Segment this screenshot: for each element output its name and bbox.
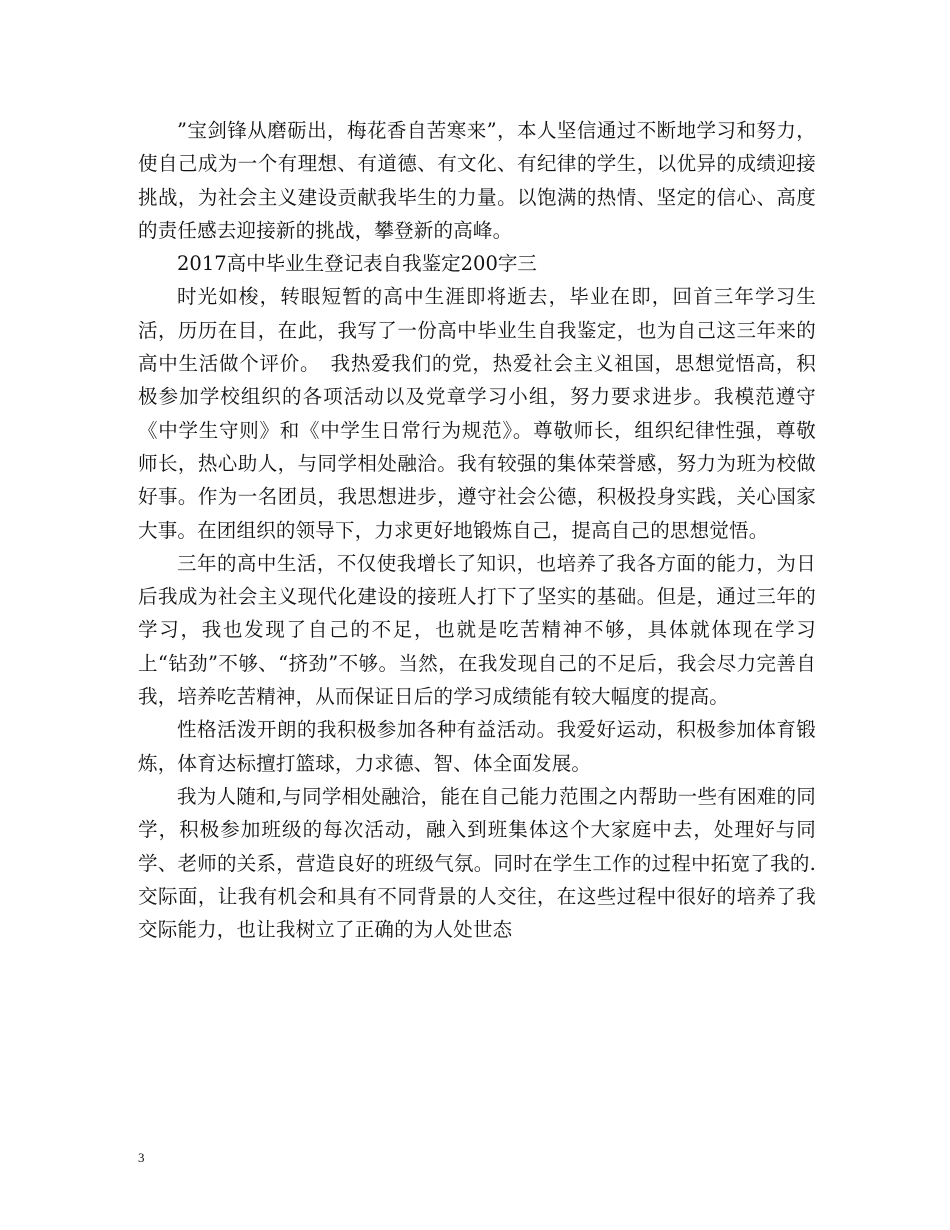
section-heading: 2017高中毕业生登记表自我鉴定200字三	[177, 252, 537, 276]
page-number: 3	[138, 1150, 145, 1165]
document-body	[138, 114, 816, 946]
paragraph-growth: 三年的高中生活，不仅使我增长了知识，也培养了我各方面的能力，为日后我成为社会主义现代化建设的接班人打下了坚实的基础。但是，通过三年的学习，我也发现了自己的不足，也就是吃苦精神不够，具体就体现在学习上“钻劲”不够、“挤劲”不够。当然，在我发现自己的不足后，我会尽力完善自我，培养吃苦精神，从而保证日后的学习成绩能有较大幅度的提高。	[138, 551, 816, 709]
paragraph-activities: 性格活泼开朗的我积极参加各种有益活动。我爱好运动，积极参加体育锻炼，体育达标擅打篮球，力求德、智、体全面发展。	[138, 718, 816, 775]
paragraph-self-assessment: 时光如梭，转眼短暂的高中生涯即将逝去，毕业在即，回首三年学习生活，历历在目，在此，我写了一份高中毕业生自我鉴定，也为自己这三年来的高中生活做个评价。 我热爱我们的党，热爱社会主义祖国，思想觉悟高，积极参加学校组织的各项活动以及党章学习小组，努力要求进步。我模范遵守《中学生守则》和《中学生日常行为规范》。尊敬师长，组织纪律性强，尊敬师长，热心助人，与同学相处融洽。我有较强的集体荣誉感，努力为班为校做好事。作为一名团员，我思想进步，遵守社会公德，积极投身实践，关心国家大事。在团组织的领导下，力求更好地锻炼自己，提高自己的思想觉悟。	[138, 285, 816, 542]
paragraph-relationships: 我为人随和,与同学相处融洽，能在自己能力范围之内帮助一些有困难的同学，积极参加班级的每次活动，融入到班集体这个大家庭中去，处理好与同学、老师的关系，营造良好的班级气氛。同时在学生工作的过程中拓宽了我的.交际面，让我有机会和具有不同背景的人交往，在这些过程中很好的培养了我交际能力，也让我树立了正确的为人处世态	[138, 784, 816, 942]
paragraph-motto: ”宝剑锋从磨砺出，梅花香自苦寒来”，本人坚信通过不断地学习和努力，使自己成为一个有理想、有道德、有文化、有纪律的学生，以优异的成绩迎接挑战，为社会主义建设贡献我毕生的力量。以饱满的热情、坚定的信心、高度的责任感去迎接新的挑战，攀登新的高峰。	[138, 119, 816, 242]
